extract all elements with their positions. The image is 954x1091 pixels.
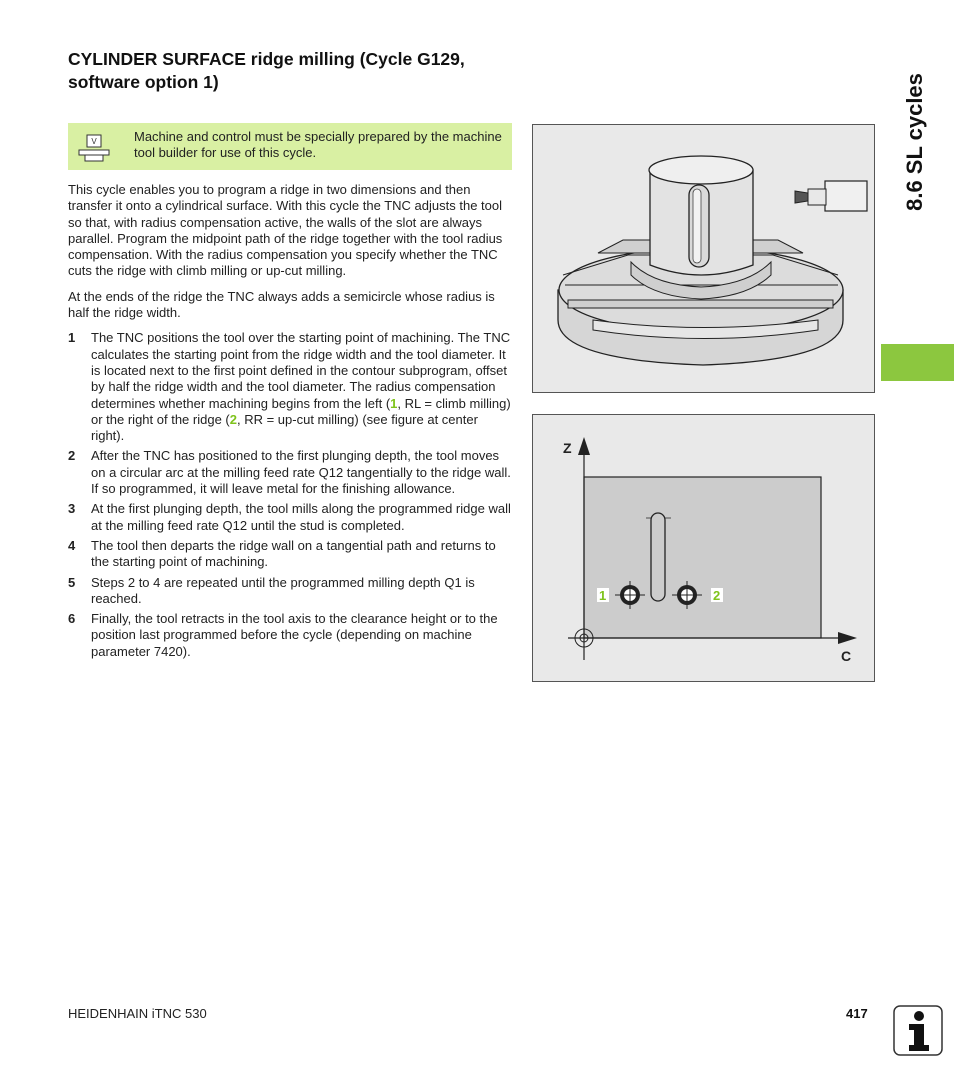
start-point-2-label: 2 [713, 588, 721, 603]
highlight-label-2: 2 [229, 411, 237, 427]
step-number: 5 [68, 574, 76, 590]
svg-text:V: V [91, 137, 97, 146]
step-item: 1 The TNC positions the tool over the starting point of machining. The TNC calculates the starting point from the ridge width and the tool diameter. It is located next to the first point defined in the contour subprogram, offset by half the ridge width and the tool diameter. The radius compensation determines whether machining begins from the left (1, RL = climb milling) or the right of the ridge (2, RR = up-cut milling) (see figure at center right). [68, 330, 511, 444]
step-number: 6 [68, 611, 76, 627]
cylinder-figure [532, 124, 875, 393]
page-title: CYLINDER SURFACE ridge milling (Cycle G129, software option 1) [68, 49, 465, 92]
step-item: 3 At the first plunging depth, the tool mills along the programmed ridge wall at the milling feed rate Q12 until the stud is completed. [68, 501, 511, 533]
step-number: 2 [68, 448, 76, 464]
step-number: 3 [68, 501, 76, 517]
footer-product: HEIDENHAIN iTNC 530 [68, 1006, 207, 1021]
step-number: 1 [68, 330, 76, 346]
start-point-1-label: 1 [599, 588, 607, 603]
cylinder-illustration [533, 125, 874, 392]
machine-icon [78, 134, 110, 162]
step-item: 6 Finally, the tool retracts in the tool axis to the clearance height or to the position last programmed before the cycle (depending on machine parameter 7420). [68, 611, 498, 659]
semicircle-paragraph: At the ends of the ridge the TNC always adds a semicircle whose radius is half the ridge width. [68, 288, 495, 321]
axis-c-label: C [841, 648, 852, 664]
step-item: 4 The tool then departs the ridge wall on a tangential path and returns to the starting point of machining. [68, 537, 496, 570]
ridge-diagram [533, 415, 874, 681]
section-tab [881, 344, 954, 381]
axis-z-label: Z [563, 440, 572, 456]
note-box [68, 123, 512, 170]
ridge-position-figure [532, 414, 875, 682]
note-text: Machine and control must be specially prepared by the machine tool builder for use of this cycle. [134, 129, 502, 160]
section-title: 8.6 SL cycles [902, 73, 927, 211]
intro-paragraph: This cycle enables you to program a ridge in two dimensions and then transfer it onto a cylindrical surface. With this cycle the TNC adjusts the tool so that, with radius compensation active, the walls of the slot are always parallel. Program the midpoint path of the ridge together with the tool radius compensation. With the radius compensation you specify whether the TNC cuts the ridge with climb milling or up-cut milling. [68, 182, 503, 279]
step-item: 5 Steps 2 to 4 are repeated until the programmed milling depth Q1 is reached. [68, 574, 475, 606]
highlight-label-1: 1 [390, 395, 398, 411]
step-number: 4 [68, 537, 76, 553]
info-icon [893, 1005, 943, 1056]
step-item: 2 After the TNC has positioned to the first plunging depth, the tool moves on a circular arc at the milling feed rate Q12 tangentially to the ridge wall. If so programmed, it will leave metal for the finishing allowance. [68, 448, 511, 497]
body-text [68, 182, 512, 664]
steps-list [68, 330, 512, 660]
page-number: 417 [846, 1006, 868, 1021]
